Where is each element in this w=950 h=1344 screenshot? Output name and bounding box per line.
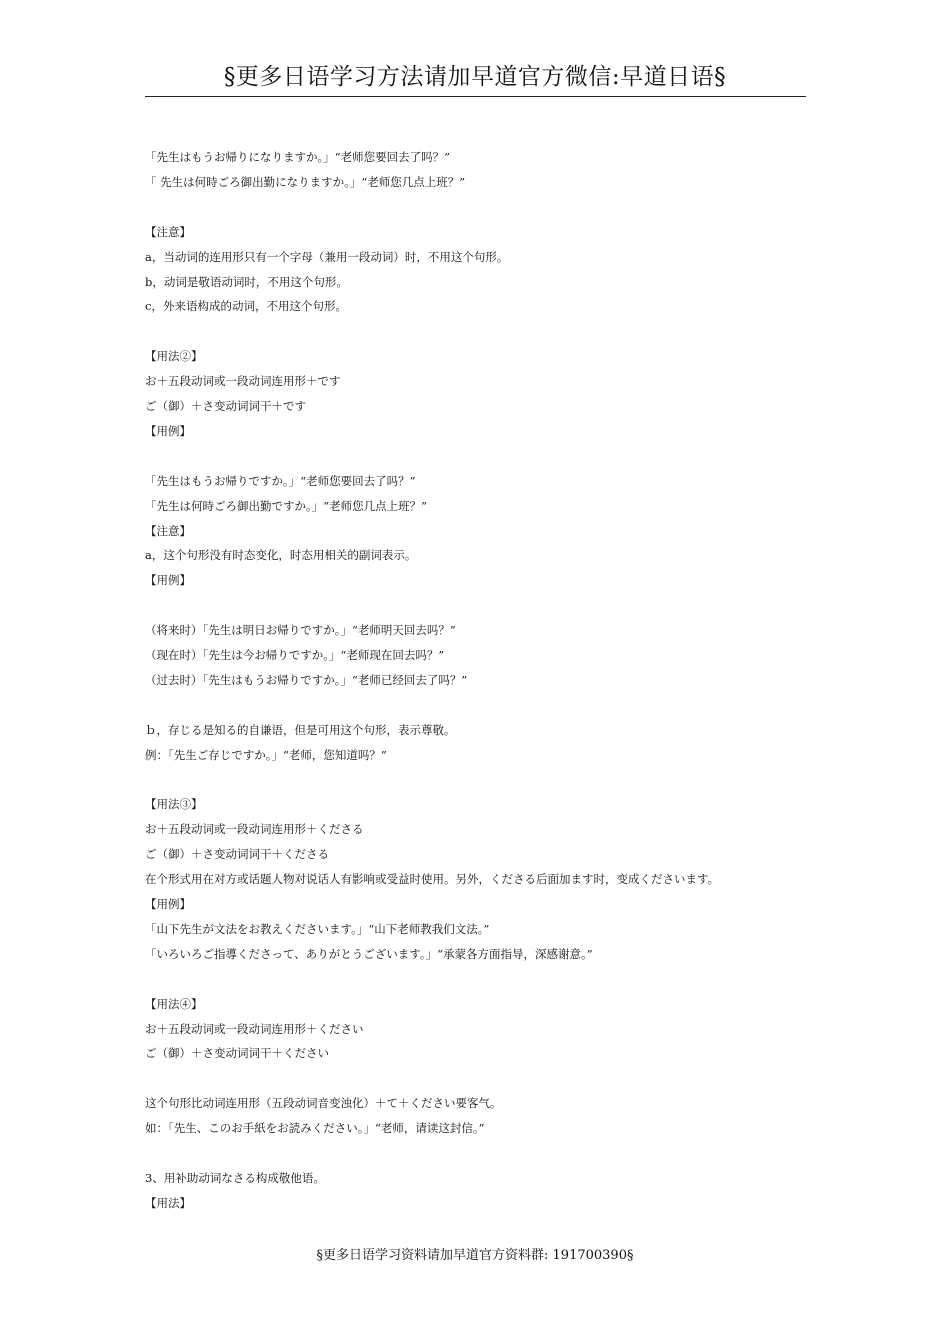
- text-line: a，当动词的连用形只有一个字母（兼用一段动词）时，不用这个句形。: [145, 249, 509, 264]
- text-line: お＋五段动词或一段动词连用形＋です: [145, 374, 341, 389]
- text-line: 「山下先生が文法をお教えくださいます。」“山下老师教我们文法。”: [145, 921, 490, 936]
- text-line: お＋五段动词或一段动词连用形＋ください: [145, 1021, 364, 1036]
- text-line: 「先生はもうお帰りになりますか。」“老师您要回去了吗？”: [145, 150, 451, 164]
- text-line: 这个句形比动词连用形（五段动词音变浊化）＋て＋ください要客气。: [145, 1096, 502, 1111]
- text-line: 「 先生は何時ごろ御出勤になりますか。」“老师您几点上班？”: [145, 174, 466, 189]
- text-line: 如：「先生、このお手紙をお読みください。」“老师，请读这封信。”: [145, 1121, 485, 1136]
- header-divider: [145, 96, 806, 97]
- text-line: 【用法②】: [145, 349, 203, 364]
- page-header-title: §更多日语学习方法请加早道官方微信:早道日语§: [223, 64, 727, 90]
- text-line: 【用例】: [145, 897, 191, 911]
- text-line: 【用法④】: [145, 996, 203, 1011]
- text-line: 【用法③】: [145, 797, 203, 812]
- text-line: ご（御）＋さ变动词词干＋ください: [145, 1046, 329, 1061]
- text-line: b，动词是敬语动词时，不用这个句形。: [145, 274, 348, 289]
- text-line: 「いろいろご指導くださって、ありがとうございます。」“承蒙各方面指导，深感谢意。”: [145, 946, 593, 961]
- text-line: 「先生はもうお帰りですか。」“老师您要回去了吗？”: [145, 473, 416, 488]
- text-line: （将来时）「先生は明日お帰りですか。」“老师明天回去吗？”: [145, 623, 456, 638]
- text-line: 【注意】: [145, 224, 191, 239]
- text-line: 「先生は何時ごろ御出勤ですか。」“老师您几点上班？”: [145, 498, 428, 513]
- text-line: お＋五段动词或一段动词连用形＋くださる: [145, 822, 364, 837]
- text-line: c，外来语构成的动词，不用这个句形。: [145, 299, 347, 314]
- page-footer: §更多日语学习资料请加早道官方资料群: 191700390§: [316, 1248, 634, 1263]
- text-line: 例：「先生ご存じですか。」“老师，您知道吗？”: [145, 747, 387, 762]
- text-line: 【用例】: [145, 423, 191, 438]
- text-line: 【用例】: [145, 573, 191, 588]
- text-line: （现在时）「先生は今お帰りですか。」“老师现在回去吗？”: [145, 648, 445, 662]
- text-line: ご（御）＋さ变动词词干＋です: [145, 399, 306, 413]
- text-line: ｂ，存じる是知る的自谦语，但是可用这个句形，表示尊敬。: [145, 722, 456, 737]
- text-line: （过去时）「先生はもうお帰りですか。」“老师已经回去了吗？”: [145, 672, 468, 687]
- text-line: 【注意】: [145, 523, 191, 538]
- text-line: 在个形式用在对方或话题人物对说话人有影响或受益时使用。另外，くださる后面加ます时，变成くださいます。: [145, 872, 720, 887]
- text-line: a，这个句形没有时态变化，时态用相关的副词表示。: [145, 548, 417, 563]
- text-line: ご（御）＋さ变动词词干＋くださる: [145, 847, 329, 862]
- text-line: 【用法】: [145, 1195, 191, 1210]
- text-line: 3、用补助动词なさる构成敬他语。: [145, 1170, 325, 1185]
